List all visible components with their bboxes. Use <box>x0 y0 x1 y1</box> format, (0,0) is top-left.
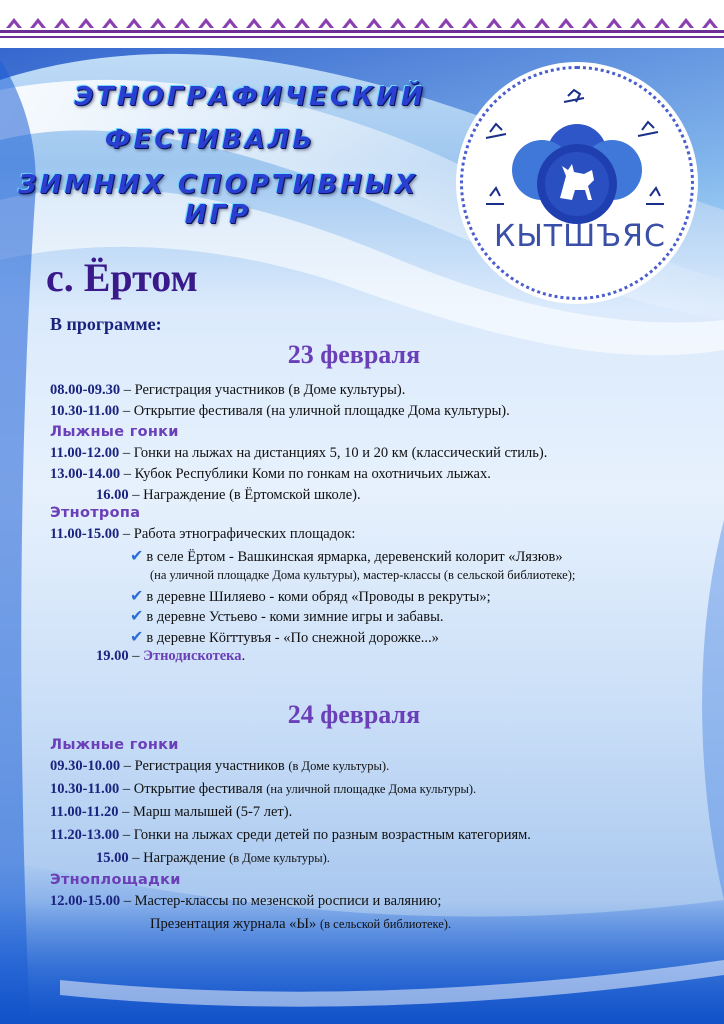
ethno-point: ✔ в деревне Шиляево - коми обряд «Проводы в рекруты»; <box>130 586 491 605</box>
list-item: 11.00-11.20 – Марш малышей (5-7 лет). <box>50 804 293 820</box>
title-line-1: ЭТНОГРАФИЧЕСКИЙ <box>74 82 426 112</box>
program-label: В программе: <box>50 314 162 334</box>
ethno-point: ✔ в деревне Устьево - коми зимние игры и забавы. <box>130 606 444 625</box>
section-ski-day2: Лыжные гонки <box>50 737 179 753</box>
check-icon: ✔ <box>130 606 144 625</box>
festival-logo <box>460 66 694 300</box>
list-item: 10.30-11.00 – Открытие фестиваля (на уличной площадке Дома культуры). <box>50 781 477 797</box>
list-item: 13.00-14.00 – Кубок Республики Коми по гонкам на охотничьих лыжах. <box>50 466 491 482</box>
list-item: 09.30-10.00 – Регистрация участников (в Доме культуры). <box>50 758 390 774</box>
village-name: с. Ёртом <box>46 255 198 300</box>
list-item: 10.30-11.00 – Открытие фестиваля (на уличной площадке Дома культуры). <box>50 403 510 419</box>
check-icon: ✔ <box>130 546 144 565</box>
list-item: 08.00-09.30 – Регистрация участников (в Доме культуры). <box>50 382 406 398</box>
list-item: 11.00-12.00 – Гонки на лыжах на дистанциях 5, 10 и 20 км (классический стиль). <box>50 445 548 461</box>
ethno-point-sub: (на уличной площадке Дома культуры), мастер-классы (в сельской библиотеке); <box>150 568 576 582</box>
list-item: Презентация журнала «Ы» (в сельской библиотеке). <box>150 916 452 932</box>
day1-title: 23 февраля <box>287 340 421 369</box>
ethno-point: ✔ в селе Ёртом - Вашкинская ярмарка, деревенский колорит «Лязюв» <box>130 546 563 565</box>
list-item: 19.00 – Этнодискотека. <box>96 648 246 664</box>
list-item: 16.00 – Награждение (в Ёртомской школе). <box>96 487 361 503</box>
list-item: 15.00 – Награждение (в Доме культуры). <box>96 850 330 866</box>
check-icon: ✔ <box>130 586 144 605</box>
section-ski-day1: Лыжные гонки <box>50 424 179 440</box>
section-ethno-day2: Этноплощадки <box>50 872 181 888</box>
title-line-3: ЗИМНИХ СПОРТИВНЫХ ИГР <box>18 170 418 230</box>
day2-title: 24 февраля <box>287 700 421 729</box>
logo-text: КЫТШЪЯС <box>494 219 666 254</box>
ethno-point: ✔ в деревне Кörттувъя - «По снежной дорожке...» <box>130 627 439 646</box>
list-item: 12.00-15.00 – Мастер-классы по мезенской росписи и валянию; <box>50 893 442 909</box>
title-line-2: ФЕСТИВАЛЬ <box>104 125 316 155</box>
list-item: 11.00-15.00 – Работа этнографических площадок: <box>50 526 356 542</box>
ornament-strip <box>0 0 724 48</box>
list-item: 11.20-13.00 – Гонки на лыжах среди детей по разным возрастным категориям. <box>50 827 531 843</box>
check-icon: ✔ <box>130 627 144 646</box>
section-ethno-day1: Этнотропа <box>50 505 141 521</box>
